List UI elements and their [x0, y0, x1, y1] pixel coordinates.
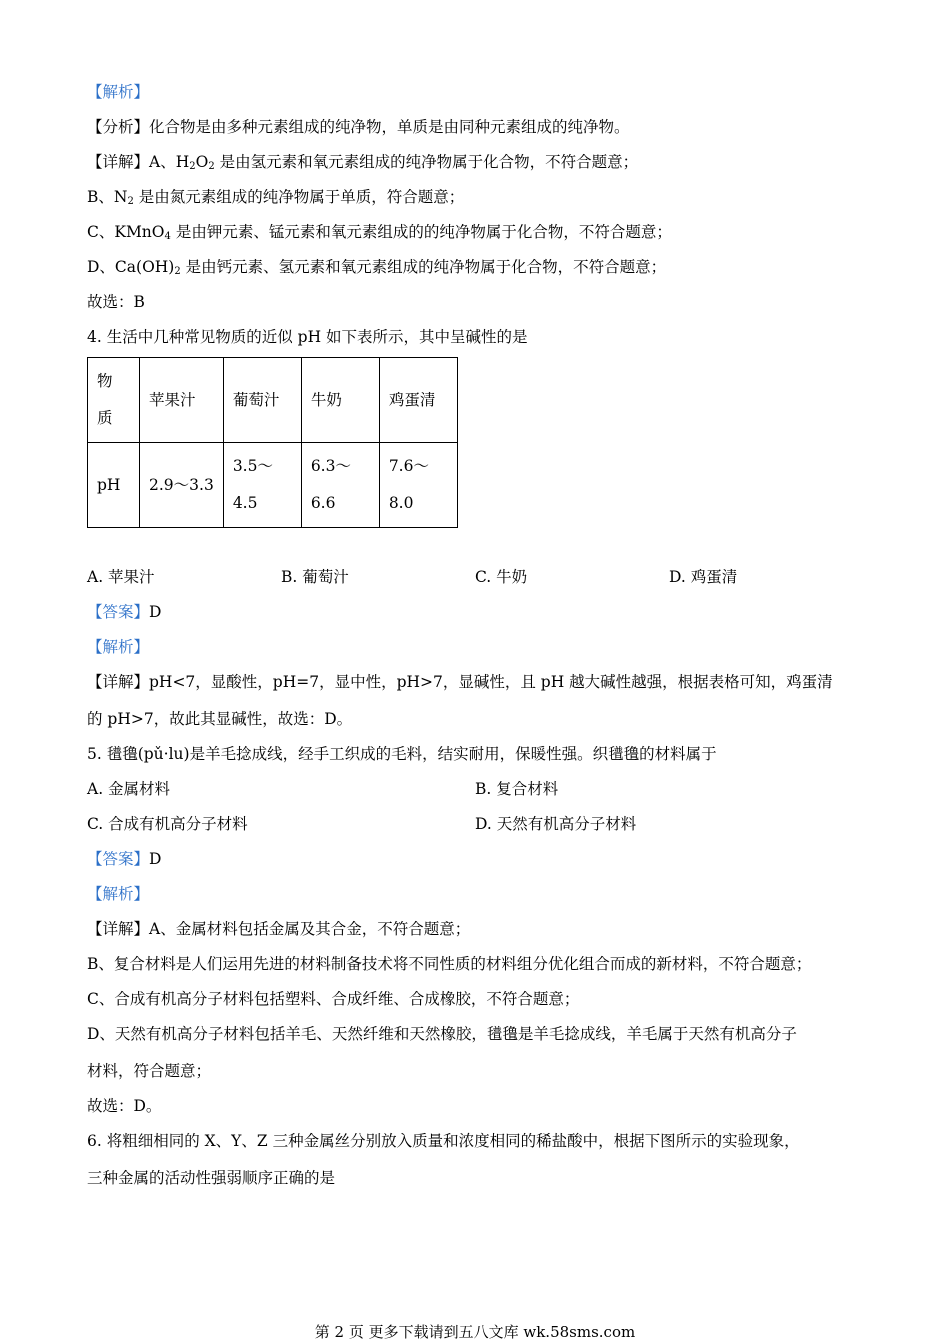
q5-detail-line: 故选：D。: [87, 1097, 162, 1115]
question-6-line-2: 三种金属的活动性强弱顺序正确的是: [87, 1169, 336, 1187]
text: B、N: [87, 188, 128, 206]
page-footer: 第 2 页 更多下载请到五八文库 wk.58sms.com: [314, 1323, 636, 1341]
ph-table: [87, 357, 458, 528]
cell-text: 8.0: [388, 494, 414, 512]
q5-analysis-heading: 【解析】: [87, 885, 150, 903]
subscript: 2: [174, 266, 181, 277]
answer-label: 【答案】: [87, 850, 150, 868]
text: O: [195, 153, 209, 171]
answer-value: D: [149, 603, 162, 621]
subscript: 2: [189, 161, 196, 172]
table-cell: [379, 443, 457, 528]
question-6-line-1: 6. 将粗细相同的 X、Y、Z 三种金属丝分别放入质量和浓度相同的稀盐酸中，根据下图所示的实验现象，: [87, 1132, 800, 1150]
cell-text: 物: [97, 372, 113, 390]
q5-option-c: C. 合成有机高分子材料: [87, 815, 248, 833]
text: D、Ca(OH): [87, 258, 175, 276]
table-cell: 葡萄汁: [223, 358, 301, 443]
question-4: 4. 生活中几种常见物质的近似 pH 如下表所示，其中呈碱性的是: [87, 328, 528, 346]
q5-detail-line: D、天然有机高分子材料包括羊毛、天然纤维和天然橡胶，氆氇是羊毛捻成线，羊毛属于天然有机高分子: [87, 1025, 797, 1043]
cell-text: 7.6～: [388, 457, 429, 475]
cell-text: 质: [97, 409, 113, 427]
text: 是由氢元素和氧元素组成的纯净物属于化合物，不符合题意；: [214, 153, 639, 171]
q4-detail-line-2: 的 pH>7，故此其显碱性，故选：D。: [87, 710, 353, 728]
q4-analysis-heading: 【解析】: [87, 638, 150, 656]
subscript: 4: [164, 231, 171, 242]
table-row: [88, 443, 458, 528]
q4-option-d: D. 鸡蛋清: [669, 568, 738, 586]
q5-detail-line: 【详解】A、金属材料包括金属及其合金，不符合题意；: [87, 920, 471, 938]
text: 【详解】A、H: [87, 153, 190, 171]
conclusion: 故选：B: [87, 293, 145, 311]
text: 是由钾元素、锰元素和氧元素组成的的纯净物属于化合物，不符合题意；: [170, 223, 672, 241]
q5-answer: [87, 849, 161, 869]
q5-option-d: D. 天然有机高分子材料: [475, 815, 637, 833]
q4-option-b: B. 葡萄汁: [281, 568, 349, 586]
q5-detail-line: B、复合材料是人们运用先进的材料制备技术将不同性质的材料组分优化组合而成的新材料，不符合题意；: [87, 955, 812, 973]
table-cell: [88, 358, 140, 443]
table-row: [88, 358, 458, 443]
answer-value: D: [149, 850, 162, 868]
table-cell: pH: [88, 443, 140, 528]
q4-answer: [87, 602, 161, 622]
table-cell: 牛奶: [301, 358, 379, 443]
detail-line-a: [87, 152, 638, 172]
detail-line-c: [87, 222, 672, 242]
analysis-heading: 【解析】: [87, 83, 150, 101]
table-cell: 2.9～3.3: [140, 443, 224, 528]
table-cell: [301, 443, 379, 528]
q4-option-a: A. 苹果汁: [87, 568, 155, 586]
text: 是由钙元素、氢元素和氧元素组成的纯净物属于化合物，不符合题意；: [180, 258, 667, 276]
q4-option-c: C. 牛奶: [475, 568, 528, 586]
answer-label: 【答案】: [87, 603, 150, 621]
cell-text: 6.3～: [310, 457, 351, 475]
text: C、KMnO: [87, 223, 165, 241]
text: 是由氮元素组成的纯净物属于单质，符合题意；: [133, 188, 465, 206]
cell-text: 4.5: [232, 494, 258, 512]
subscript: 2: [127, 196, 134, 207]
q4-detail-line-1: 【详解】pH<7，显酸性，pH=7，显中性，pH>7，显碱性，且 pH 越大碱性越强，根据表格可知，鸡蛋清: [87, 673, 833, 691]
table-cell: 苹果汁: [140, 358, 224, 443]
q5-detail-line: 材料，符合题意；: [87, 1062, 212, 1080]
analysis-text: 【分析】化合物是由多种元素组成的纯净物，单质是由同种元素组成的纯净物。: [87, 118, 630, 136]
subscript: 2: [208, 161, 215, 172]
q5-detail-line: C、合成有机高分子材料包括塑料、合成纤维、合成橡胶，不符合题意；: [87, 990, 580, 1008]
cell-text: 3.5～: [232, 457, 273, 475]
cell-text: 6.6: [310, 494, 336, 512]
detail-line-b: [87, 187, 464, 207]
q5-option-b: B. 复合材料: [475, 780, 559, 798]
question-5: 5. 氆氇(pǔ·lu)是羊毛捻成线，经手工织成的毛料，结实耐用，保暖性强。织氆氇的材料属于: [87, 745, 717, 763]
q5-option-a: A. 金属材料: [87, 780, 171, 798]
table-cell: [223, 443, 301, 528]
table-cell: 鸡蛋清: [379, 358, 457, 443]
detail-line-d: [87, 257, 666, 277]
